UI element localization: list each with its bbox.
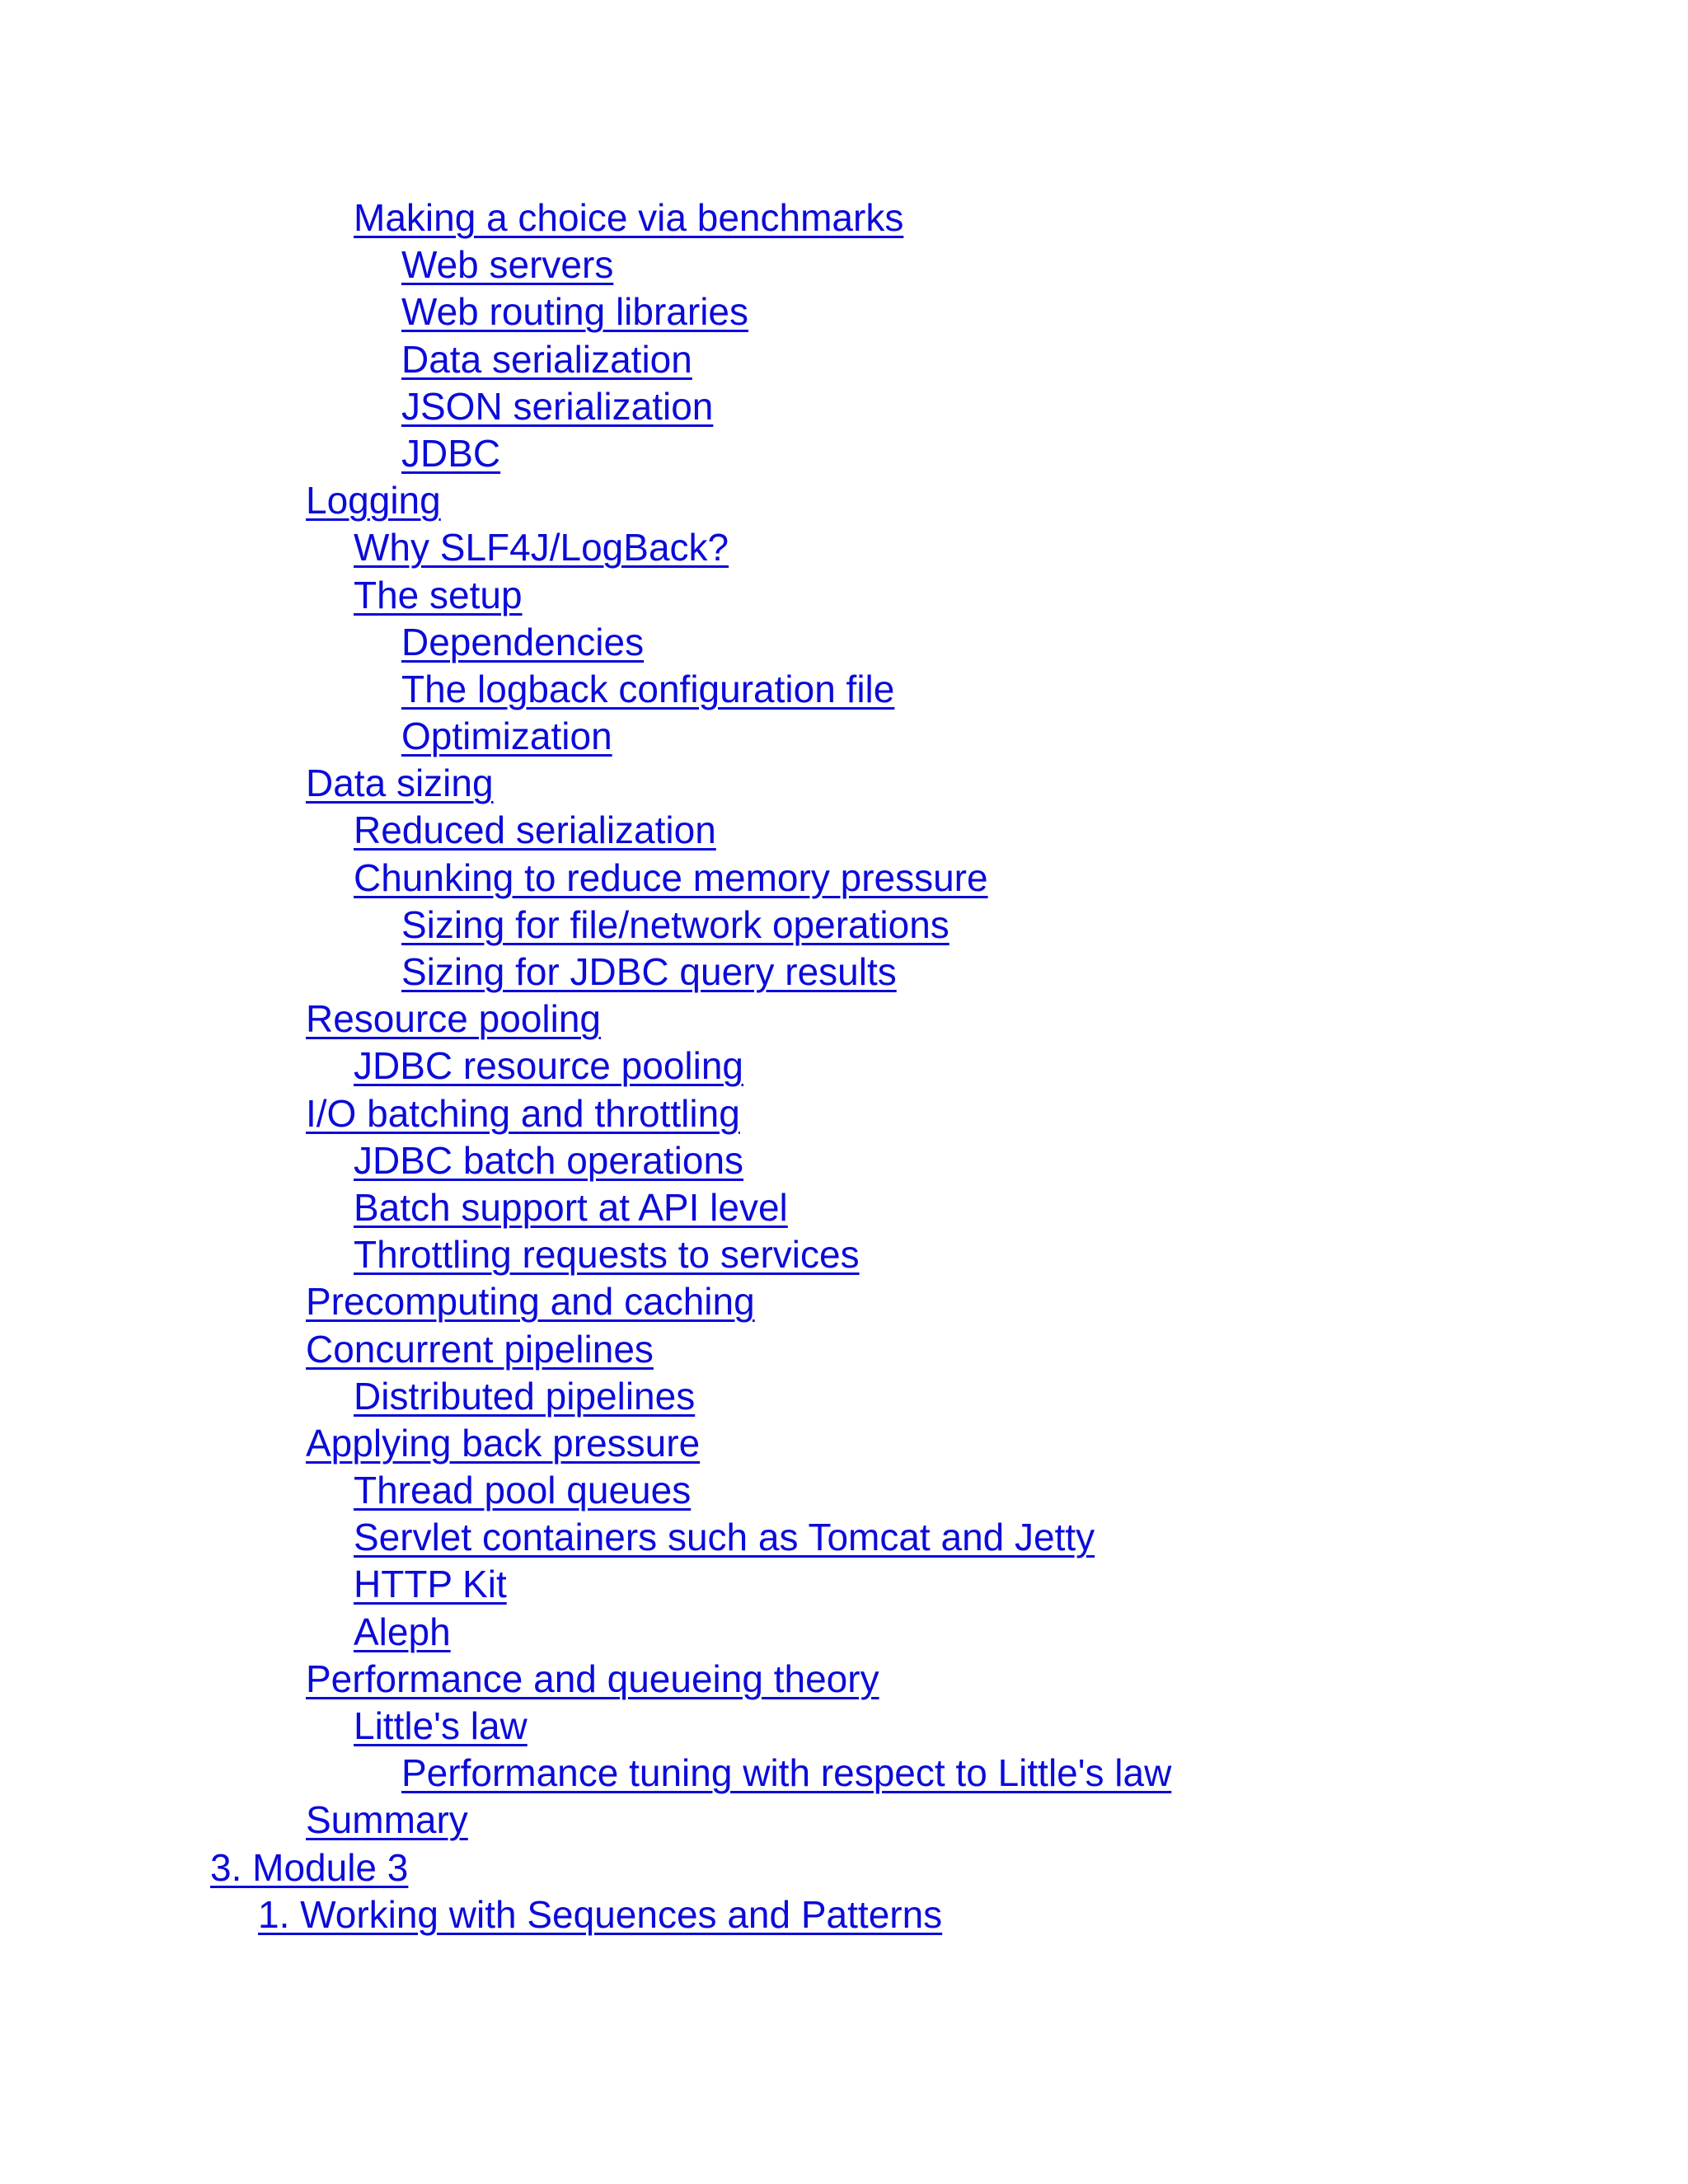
toc-entry [0, 949, 1171, 996]
toc-link[interactable]: JDBC batch operations [354, 1138, 744, 1182]
toc-entry [0, 855, 1171, 902]
toc-entry [0, 1231, 1171, 1278]
toc-link[interactable]: Thread pool queues [354, 1469, 692, 1512]
toc-entry [0, 666, 1171, 713]
toc-link[interactable]: Data sizing [306, 762, 494, 805]
toc-entry [0, 1609, 1171, 1656]
toc-link[interactable]: Aleph [354, 1610, 451, 1653]
toc-entry [0, 760, 1171, 807]
toc-link[interactable]: The logback configuration file [401, 667, 895, 710]
toc-entry [0, 194, 1171, 241]
toc-entry [0, 524, 1171, 571]
toc-entry [0, 996, 1171, 1043]
toc-entry [0, 572, 1171, 619]
toc-link[interactable]: Concurrent pipelines [306, 1327, 654, 1371]
toc-entry [0, 1043, 1171, 1090]
toc-link[interactable]: Dependencies [401, 620, 645, 663]
toc-link[interactable]: Chunking to reduce memory pressure [354, 855, 988, 899]
toc-link[interactable]: Optimization [401, 715, 612, 758]
toc-link[interactable]: Data serialization [401, 337, 692, 381]
toc-entry [0, 619, 1171, 666]
toc-entry [0, 430, 1171, 477]
toc-link[interactable]: Sizing for file/network operations [401, 902, 950, 946]
toc-entry [0, 1656, 1171, 1703]
toc-entry [0, 1797, 1171, 1844]
toc-entry [0, 1373, 1171, 1420]
toc-link[interactable]: I/O batching and throttling [306, 1091, 740, 1135]
toc-link[interactable]: JSON serialization [401, 384, 714, 428]
toc-link[interactable]: Little's law [354, 1704, 528, 1747]
toc-entry [0, 1844, 1171, 1891]
toc-link[interactable]: JDBC resource pooling [354, 1044, 744, 1088]
toc-link[interactable]: Performance tuning with respect to Little's law [401, 1751, 1172, 1795]
toc-link[interactable]: Resource pooling [306, 997, 602, 1041]
toc-link[interactable]: The setup [354, 573, 523, 616]
toc-link[interactable]: 1. Working with Sequences and Patterns [258, 1892, 943, 1936]
toc-entry [0, 241, 1171, 288]
toc-entry [0, 336, 1171, 383]
toc-link[interactable]: 3. Module 3 [210, 1845, 409, 1889]
toc-entry [0, 1467, 1171, 1514]
toc-entry [0, 902, 1171, 949]
toc-entry [0, 807, 1171, 854]
toc-link[interactable]: JDBC [401, 431, 501, 475]
toc-link[interactable]: Logging [306, 479, 441, 523]
toc-entry [0, 1090, 1171, 1137]
toc-entry [0, 1420, 1171, 1467]
toc-link[interactable]: Performance and queueing theory [306, 1657, 879, 1700]
toc-link[interactable]: Batch support at API level [354, 1185, 788, 1229]
toc-link[interactable]: Servlet containers such as Tomcat and Jetty [354, 1516, 1095, 1559]
toc-link[interactable]: Throttling requests to services [354, 1233, 860, 1277]
toc-entry [0, 1184, 1171, 1231]
toc-link[interactable]: Web servers [401, 243, 614, 287]
toc-link[interactable]: Distributed pipelines [354, 1374, 696, 1418]
toc-entry [0, 383, 1171, 430]
toc-link[interactable]: HTTP Kit [354, 1563, 507, 1606]
toc-entry [0, 1137, 1171, 1184]
toc-link[interactable]: Applying back pressure [306, 1421, 701, 1465]
toc-link[interactable]: Web routing libraries [401, 290, 749, 334]
toc-entry [0, 477, 1171, 524]
toc-entry [0, 1891, 1171, 1938]
toc-entry [0, 1703, 1171, 1750]
toc-entry [0, 288, 1171, 335]
toc-link[interactable]: Reduced serialization [354, 808, 716, 852]
toc-entry [0, 1514, 1171, 1561]
toc-link[interactable]: Sizing for JDBC query results [401, 950, 897, 993]
toc-link[interactable]: Summary [306, 1798, 468, 1842]
toc-entry [0, 713, 1171, 760]
table-of-contents [0, 194, 1171, 1938]
toc-entry [0, 1326, 1171, 1373]
toc-entry [0, 1278, 1171, 1325]
toc-entry [0, 1561, 1171, 1608]
toc-link[interactable]: Precomputing and caching [306, 1280, 755, 1324]
toc-entry [0, 1750, 1171, 1797]
toc-link[interactable]: Making a choice via benchmarks [354, 196, 904, 239]
toc-link[interactable]: Why SLF4J/LogBack? [354, 526, 729, 569]
